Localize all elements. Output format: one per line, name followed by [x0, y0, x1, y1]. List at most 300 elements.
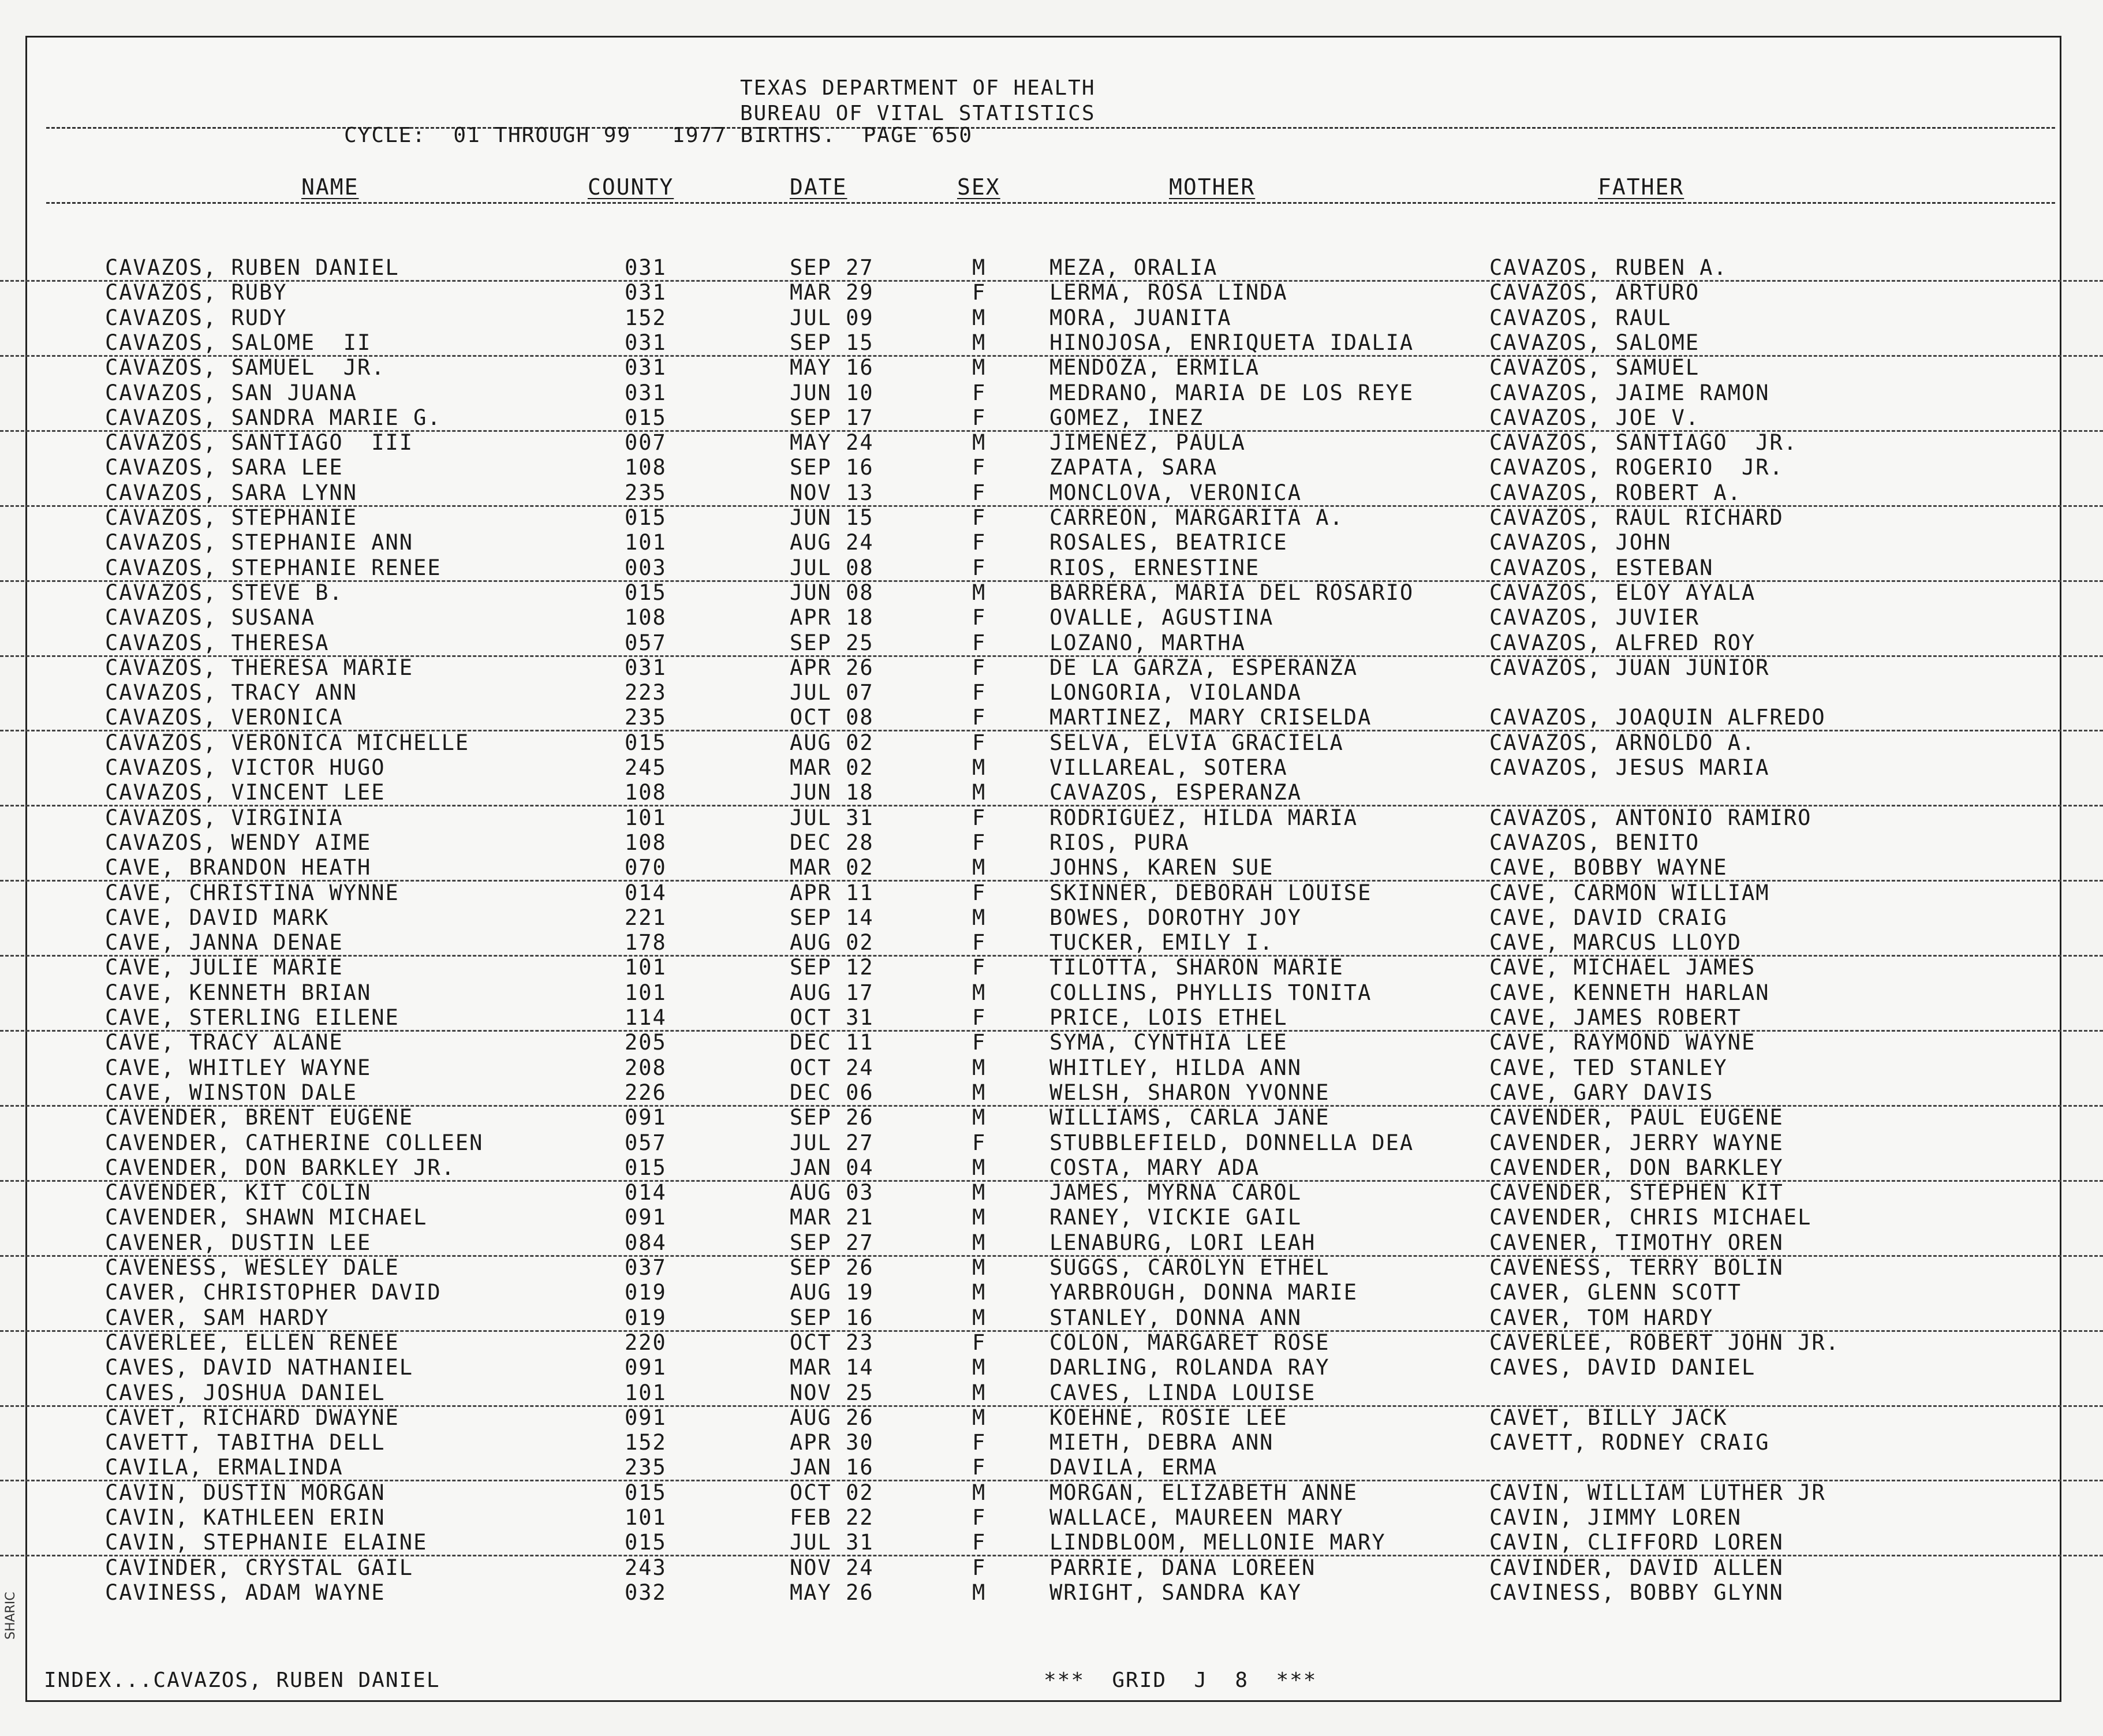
record-sex: M: [972, 1280, 987, 1305]
record-county: 114: [625, 1005, 667, 1030]
record-date: JUN 08: [790, 580, 874, 605]
record-county: 015: [625, 1480, 667, 1505]
record-county: 091: [625, 1105, 667, 1130]
record-date: MAR 02: [790, 855, 874, 880]
record-mother: RANEY, VICKIE GAIL: [1049, 1205, 1302, 1230]
record-name: CAVILA, ERMALINDA: [105, 1455, 343, 1480]
record-name: CAVAZOS, SANTIAGO III: [105, 430, 414, 456]
record-father: CAVAZOS, ESTEBAN: [1489, 555, 1714, 580]
record-county: 221: [625, 905, 667, 930]
record-sex: F: [972, 705, 987, 730]
record-sex: F: [972, 1005, 987, 1030]
record-county: 057: [625, 630, 667, 655]
record-sex: M: [972, 430, 987, 456]
record-county: 243: [625, 1555, 667, 1580]
record-mother: LENABURG, LORI LEAH: [1049, 1230, 1316, 1255]
record-county: 108: [625, 455, 667, 480]
record-county: 015: [625, 1530, 667, 1555]
record-date: SEP 16: [790, 455, 874, 480]
record-sex: M: [972, 1105, 987, 1130]
record-father: CAVER, GLENN SCOTT: [1489, 1280, 1742, 1305]
record-name: CAVAZOS, VICTOR HUGO: [105, 755, 386, 780]
record-county: 091: [625, 1405, 667, 1430]
record-date: MAY 24: [790, 430, 874, 456]
record-father: CAVE, DAVID CRAIG: [1489, 905, 1728, 930]
record-father: CAVE, MICHAEL JAMES: [1489, 955, 1756, 980]
record-mother: JAMES, MYRNA CAROL: [1049, 1180, 1302, 1205]
record-name: CAVE, STERLING EILENE: [105, 1005, 399, 1030]
record-name: CAVINESS, ADAM WAYNE: [105, 1580, 386, 1605]
record-mother: WRIGHT, SANDRA KAY: [1049, 1580, 1302, 1605]
record-row: [0, 430, 2103, 455]
record-name: CAVENESS, WESLEY DALE: [105, 1255, 399, 1280]
record-county: 015: [625, 730, 667, 755]
record-mother: CAVAZOS, ESPERANZA: [1049, 780, 1302, 805]
record-mother: KOEHNE, ROSIE LEE: [1049, 1405, 1288, 1430]
record-mother: WILLIAMS, CARLA JANE: [1049, 1105, 1330, 1130]
record-row: [0, 930, 2103, 957]
record-name: CAVE, BRANDON HEATH: [105, 855, 372, 880]
record-date: AUG 19: [790, 1280, 874, 1305]
record-row: [0, 730, 2103, 755]
record-date: JUL 31: [790, 805, 874, 830]
record-mother: HINOJOSA, ENRIQUETA IDALIA: [1049, 330, 1414, 355]
record-name: CAVAZOS, SAMUEL JR.: [105, 355, 386, 380]
record-mother: JOHNS, KAREN SUE: [1049, 855, 1274, 880]
record-row: [0, 1280, 2103, 1305]
record-mother: STUBBLEFIELD, DONNELLA DEA: [1049, 1130, 1414, 1155]
record-county: 245: [625, 755, 667, 780]
record-county: 014: [625, 1180, 667, 1205]
record-sex: F: [972, 1505, 987, 1530]
record-sex: F: [972, 655, 987, 680]
record-name: CAVES, DAVID NATHANIEL: [105, 1355, 414, 1380]
bureau-title: BUREAU OF VITAL STATISTICS: [740, 102, 1096, 125]
record-county: 108: [625, 830, 667, 855]
record-date: AUG 03: [790, 1180, 874, 1205]
record-name: CAVENDER, CATHERINE COLLEEN: [105, 1130, 484, 1155]
record-sex: F: [972, 680, 987, 705]
record-row: [0, 1380, 2103, 1407]
record-county: 031: [625, 355, 667, 380]
record-row: [0, 880, 2103, 905]
record-sex: M: [972, 1355, 987, 1380]
record-sex: M: [972, 1255, 987, 1280]
record-sex: M: [972, 855, 987, 880]
record-county: 205: [625, 1030, 667, 1055]
record-county: 208: [625, 1055, 667, 1080]
record-mother: JIMENEZ, PAULA: [1049, 430, 1246, 456]
record-name: CAVAZOS, SARA LEE: [105, 455, 343, 480]
record-mother: ZAPATA, SARA: [1049, 455, 1218, 480]
record-father: CAVAZOS, JAIME RAMON: [1489, 380, 1770, 405]
record-mother: WALLACE, MAUREEN MARY: [1049, 1505, 1344, 1530]
record-date: APR 26: [790, 655, 874, 680]
record-row: [0, 680, 2103, 705]
record-date: AUG 17: [790, 980, 874, 1005]
record-name: CAVAZOS, RUBY: [105, 280, 287, 305]
record-father: CAVIN, JIMMY LOREN: [1489, 1505, 1742, 1530]
record-father: CAVAZOS, RAUL: [1489, 305, 1672, 330]
record-row: [0, 1130, 2103, 1155]
record-father: CAVENER, TIMOTHY OREN: [1489, 1230, 1784, 1255]
record-father: CAVE, MARCUS LLOYD: [1489, 930, 1742, 955]
record-mother: RIOS, PURA: [1049, 830, 1190, 855]
record-father: CAVENDER, DON BARKLEY: [1489, 1155, 1784, 1180]
record-mother: TILOTTA, SHARON MARIE: [1049, 955, 1344, 980]
record-date: JUN 15: [790, 505, 874, 530]
record-father: CAVE, BOBBY WAYNE: [1489, 855, 1728, 880]
record-date: SEP 15: [790, 330, 874, 355]
record-row: [0, 780, 2103, 807]
record-date: AUG 26: [790, 1405, 874, 1430]
record-mother: BOWES, DOROTHY JOY: [1049, 905, 1302, 930]
record-father: CAVAZOS, ARTURO: [1489, 280, 1700, 305]
record-mother: YARBROUGH, DONNA MARIE: [1049, 1280, 1358, 1305]
record-sex: F: [972, 1130, 987, 1155]
record-county: 101: [625, 1505, 667, 1530]
record-date: FEB 22: [790, 1505, 874, 1530]
record-row: [0, 1205, 2103, 1230]
record-father: CAVAZOS, RAUL RICHARD: [1489, 505, 1784, 530]
record-row: [0, 1155, 2103, 1182]
record-mother: STANLEY, DONNA ANN: [1049, 1305, 1302, 1330]
record-mother: LONGORIA, VIOLANDA: [1049, 680, 1302, 705]
record-row: [0, 755, 2103, 780]
record-sex: M: [972, 1230, 987, 1255]
record-county: 003: [625, 555, 667, 580]
record-father: CAVAZOS, JUVIER: [1489, 605, 1700, 630]
record-father: CAVENDER, STEPHEN KIT: [1489, 1180, 1784, 1205]
record-father: CAVINDER, DAVID ALLEN: [1489, 1555, 1784, 1580]
record-sex: F: [972, 630, 987, 655]
record-date: DEC 06: [790, 1080, 874, 1105]
record-sex: F: [972, 930, 987, 955]
record-sex: M: [972, 1055, 987, 1080]
record-sex: M: [972, 1480, 987, 1505]
record-sex: F: [972, 1430, 987, 1455]
record-sex: F: [972, 380, 987, 405]
record-name: CAVAZOS, VERONICA: [105, 705, 343, 730]
record-sex: F: [972, 830, 987, 855]
record-sex: F: [972, 1330, 987, 1355]
record-date: MAR 02: [790, 755, 874, 780]
record-date: MAR 21: [790, 1205, 874, 1230]
record-date: DEC 11: [790, 1030, 874, 1055]
record-row: [0, 330, 2103, 357]
col-head-name: NAME: [301, 174, 359, 200]
record-date: JUL 09: [790, 305, 874, 330]
record-county: 007: [625, 430, 667, 456]
record-county: 101: [625, 980, 667, 1005]
col-head-county: COUNTY: [588, 174, 674, 200]
record-county: 014: [625, 880, 667, 905]
record-sex: M: [972, 305, 987, 330]
record-row: [0, 1455, 2103, 1481]
record-mother: VILLAREAL, SOTERA: [1049, 755, 1288, 780]
record-sex: F: [972, 880, 987, 905]
record-date: NOV 13: [790, 480, 874, 505]
record-date: JUN 10: [790, 380, 874, 405]
record-date: MAR 29: [790, 280, 874, 305]
record-father: CAVINESS, BOBBY GLYNN: [1489, 1580, 1784, 1605]
record-row: [0, 1255, 2103, 1280]
record-county: 178: [625, 930, 667, 955]
record-mother: LINDBLOOM, MELLONIE MARY: [1049, 1530, 1386, 1555]
record-sex: M: [972, 255, 987, 280]
record-sex: M: [972, 980, 987, 1005]
record-name: CAVAZOS, SALOME II: [105, 330, 372, 355]
record-father: CAVAZOS, ROBERT A.: [1489, 480, 1742, 505]
record-father: CAVENDER, CHRIS MICHAEL: [1489, 1205, 1812, 1230]
record-father: CAVIN, WILLIAM LUTHER JR: [1489, 1480, 1826, 1505]
record-row: [0, 855, 2103, 882]
record-mother: DE LA GARZA, ESPERANZA: [1049, 655, 1358, 680]
record-name: CAVENDER, BRENT EUGENE: [105, 1105, 414, 1130]
record-county: 101: [625, 955, 667, 980]
record-name: CAVAZOS, SUSANA: [105, 605, 316, 630]
record-sex: M: [972, 1305, 987, 1330]
record-father: CAVAZOS, ANTONIO RAMIRO: [1489, 805, 1812, 830]
record-name: CAVES, JOSHUA DANIEL: [105, 1380, 386, 1405]
record-name: CAVAZOS, THERESA MARIE: [105, 655, 414, 680]
record-sex: M: [972, 1380, 987, 1405]
record-mother: MEDRANO, MARIA DE LOS REYE: [1049, 380, 1414, 405]
record-county: 091: [625, 1205, 667, 1230]
record-county: 015: [625, 505, 667, 530]
record-county: 015: [625, 405, 667, 430]
record-row: [0, 1105, 2103, 1130]
record-name: CAVENDER, DON BARKLEY JR.: [105, 1155, 455, 1180]
record-county: 084: [625, 1230, 667, 1255]
record-county: 031: [625, 330, 667, 355]
record-date: OCT 02: [790, 1480, 874, 1505]
record-sex: M: [972, 1080, 987, 1105]
record-sex: M: [972, 330, 987, 355]
record-county: 152: [625, 1430, 667, 1455]
record-row: [0, 255, 2103, 282]
record-row: [0, 1055, 2103, 1080]
record-mother: BARRERA, MARIA DEL ROSARIO: [1049, 580, 1414, 605]
record-date: JUL 31: [790, 1530, 874, 1555]
record-name: CAVAZOS, STEPHANIE: [105, 505, 357, 530]
record-county: 101: [625, 1380, 667, 1405]
record-sex: M: [972, 905, 987, 930]
record-row: [0, 1330, 2103, 1355]
record-mother: MONCLOVA, VERONICA: [1049, 480, 1302, 505]
record-date: JAN 04: [790, 1155, 874, 1180]
record-mother: GOMEZ, INEZ: [1049, 405, 1204, 430]
record-county: 015: [625, 580, 667, 605]
record-sex: F: [972, 405, 987, 430]
record-name: CAVE, KENNETH BRIAN: [105, 980, 372, 1005]
record-father: CAVE, RAYMOND WAYNE: [1489, 1030, 1756, 1055]
record-mother: PRICE, LOIS ETHEL: [1049, 1005, 1288, 1030]
record-date: AUG 02: [790, 930, 874, 955]
record-sex: M: [972, 1180, 987, 1205]
record-county: 070: [625, 855, 667, 880]
record-sex: F: [972, 480, 987, 505]
record-name: CAVAZOS, THERESA: [105, 630, 330, 655]
record-date: AUG 02: [790, 730, 874, 755]
record-sex: M: [972, 1405, 987, 1430]
record-mother: RODRIGUEZ, HILDA MARIA: [1049, 805, 1358, 830]
record-row: [0, 305, 2103, 330]
margin-note: SHARIC: [3, 1592, 18, 1640]
record-name: CAVETT, TABITHA DELL: [105, 1430, 386, 1455]
record-row: [0, 1080, 2103, 1107]
record-mother: MARTINEZ, MARY CRISELDA: [1049, 705, 1372, 730]
record-name: CAVENDER, SHAWN MICHAEL: [105, 1205, 428, 1230]
record-county: 223: [625, 680, 667, 705]
record-county: 220: [625, 1330, 667, 1355]
record-father: CAVAZOS, JOAQUIN ALFREDO: [1489, 705, 1826, 730]
record-name: CAVE, TRACY ALANE: [105, 1030, 343, 1055]
record-row: [0, 1305, 2103, 1332]
record-name: CAVE, JANNA DENAE: [105, 930, 343, 955]
record-date: NOV 25: [790, 1380, 874, 1405]
record-father: CAVAZOS, JUAN JUNIOR: [1489, 655, 1770, 680]
record-sex: F: [972, 1455, 987, 1480]
record-mother: COSTA, MARY ADA: [1049, 1155, 1260, 1180]
record-date: AUG 24: [790, 530, 874, 555]
record-name: CAVER, SAM HARDY: [105, 1305, 330, 1330]
record-county: 031: [625, 255, 667, 280]
record-mother: TUCKER, EMILY I.: [1049, 930, 1274, 955]
record-county: 226: [625, 1080, 667, 1105]
record-sex: F: [972, 805, 987, 830]
record-name: CAVENDER, KIT COLIN: [105, 1180, 372, 1205]
record-name: CAVIN, KATHLEEN ERIN: [105, 1505, 386, 1530]
record-county: 015: [625, 1155, 667, 1180]
record-row: [0, 1405, 2103, 1430]
record-row: [0, 1530, 2103, 1556]
record-county: 031: [625, 655, 667, 680]
record-name: CAVAZOS, VINCENT LEE: [105, 780, 386, 805]
record-date: DEC 28: [790, 830, 874, 855]
record-row: [0, 1430, 2103, 1455]
record-date: SEP 26: [790, 1255, 874, 1280]
record-sex: M: [972, 1205, 987, 1230]
record-county: 019: [625, 1305, 667, 1330]
record-mother: OVALLE, AGUSTINA: [1049, 605, 1274, 630]
record-father: CAVES, DAVID DANIEL: [1489, 1355, 1756, 1380]
record-mother: COLON, MARGARET ROSE: [1049, 1330, 1330, 1355]
record-date: SEP 27: [790, 255, 874, 280]
record-date: JUN 18: [790, 780, 874, 805]
col-head-mother: MOTHER: [1169, 174, 1256, 200]
col-head-sex: SEX: [957, 174, 1000, 200]
record-sex: F: [972, 455, 987, 480]
record-father: CAVAZOS, SANTIAGO JR.: [1489, 430, 1798, 456]
record-father: CAVAZOS, ARNOLDO A.: [1489, 730, 1756, 755]
record-mother: SELVA, ELVIA GRACIELA: [1049, 730, 1344, 755]
record-row: [0, 1230, 2103, 1257]
record-sex: F: [972, 555, 987, 580]
record-date: APR 11: [790, 880, 874, 905]
record-mother: PARRIE, DANA LOREEN: [1049, 1555, 1316, 1580]
record-date: SEP 25: [790, 630, 874, 655]
record-father: CAVE, GARY DAVIS: [1489, 1080, 1714, 1105]
record-county: 032: [625, 1580, 667, 1605]
record-date: OCT 31: [790, 1005, 874, 1030]
record-father: CAVE, JAMES ROBERT: [1489, 1005, 1742, 1030]
record-father: CAVENESS, TERRY BOLIN: [1489, 1255, 1784, 1280]
record-name: CAVAZOS, SANDRA MARIE G.: [105, 405, 442, 430]
record-mother: MORGAN, ELIZABETH ANNE: [1049, 1480, 1358, 1505]
record-sex: M: [972, 1155, 987, 1180]
record-date: APR 30: [790, 1430, 874, 1455]
record-father: CAVE, TED STANLEY: [1489, 1055, 1728, 1080]
record-name: CAVENER, DUSTIN LEE: [105, 1230, 372, 1255]
record-sex: F: [972, 1555, 987, 1580]
record-date: OCT 08: [790, 705, 874, 730]
record-row: [0, 1580, 2103, 1605]
record-date: SEP 14: [790, 905, 874, 930]
record-date: SEP 16: [790, 1305, 874, 1330]
record-mother: SYMA, CYNTHIA LEE: [1049, 1030, 1288, 1055]
record-name: CAVERLEE, ELLEN RENEE: [105, 1330, 399, 1355]
record-mother: LOZANO, MARTHA: [1049, 630, 1246, 655]
record-sex: F: [972, 605, 987, 630]
record-mother: DAVILA, ERMA: [1049, 1455, 1218, 1480]
record-date: SEP 26: [790, 1105, 874, 1130]
record-row: [0, 1505, 2103, 1530]
record-father: CAVAZOS, RUBEN A.: [1489, 255, 1728, 280]
record-mother: ROSALES, BEATRICE: [1049, 530, 1288, 555]
record-row: [0, 805, 2103, 830]
record-mother: SUGGS, CAROLYN ETHEL: [1049, 1255, 1330, 1280]
record-county: 031: [625, 280, 667, 305]
record-name: CAVER, CHRISTOPHER DAVID: [105, 1280, 442, 1305]
record-father: CAVETT, RODNEY CRAIG: [1489, 1430, 1770, 1455]
record-row: [0, 1355, 2103, 1380]
record-county: 235: [625, 480, 667, 505]
record-name: CAVAZOS, STEPHANIE RENEE: [105, 555, 442, 580]
record-county: 235: [625, 1455, 667, 1480]
record-father: CAVAZOS, BENITO: [1489, 830, 1700, 855]
record-date: OCT 23: [790, 1330, 874, 1355]
record-county: 057: [625, 1130, 667, 1155]
record-mother: LERMA, ROSA LINDA: [1049, 280, 1288, 305]
record-mother: SKINNER, DEBORAH LOUISE: [1049, 880, 1372, 905]
record-name: CAVAZOS, SAN JUANA: [105, 380, 357, 405]
index-footer: INDEX...CAVAZOS, RUBEN DANIEL: [44, 1668, 440, 1692]
record-county: 152: [625, 305, 667, 330]
grid-footer: *** GRID J 8 ***: [1044, 1668, 1317, 1692]
record-row: [0, 280, 2103, 305]
record-father: CAVENDER, JERRY WAYNE: [1489, 1130, 1784, 1155]
record-county: 031: [625, 380, 667, 405]
record-row: [0, 455, 2103, 480]
record-date: JUL 08: [790, 555, 874, 580]
record-father: CAVET, BILLY JACK: [1489, 1405, 1728, 1430]
record-county: 037: [625, 1255, 667, 1280]
record-father: CAVE, KENNETH HARLAN: [1489, 980, 1770, 1005]
record-row: [0, 830, 2103, 855]
record-mother: MORA, JUANITA: [1049, 305, 1232, 330]
record-mother: MEZA, ORALIA: [1049, 255, 1218, 280]
record-father: CAVER, TOM HARDY: [1489, 1305, 1714, 1330]
record-sex: M: [972, 355, 987, 380]
record-father: CAVAZOS, ELOY AYALA: [1489, 580, 1756, 605]
record-row: [0, 905, 2103, 930]
record-row: [0, 705, 2103, 731]
record-sex: F: [972, 730, 987, 755]
record-father: CAVAZOS, SAMUEL: [1489, 355, 1700, 380]
col-head-date: DATE: [790, 174, 847, 200]
record-mother: MENDOZA, ERMILA: [1049, 355, 1260, 380]
